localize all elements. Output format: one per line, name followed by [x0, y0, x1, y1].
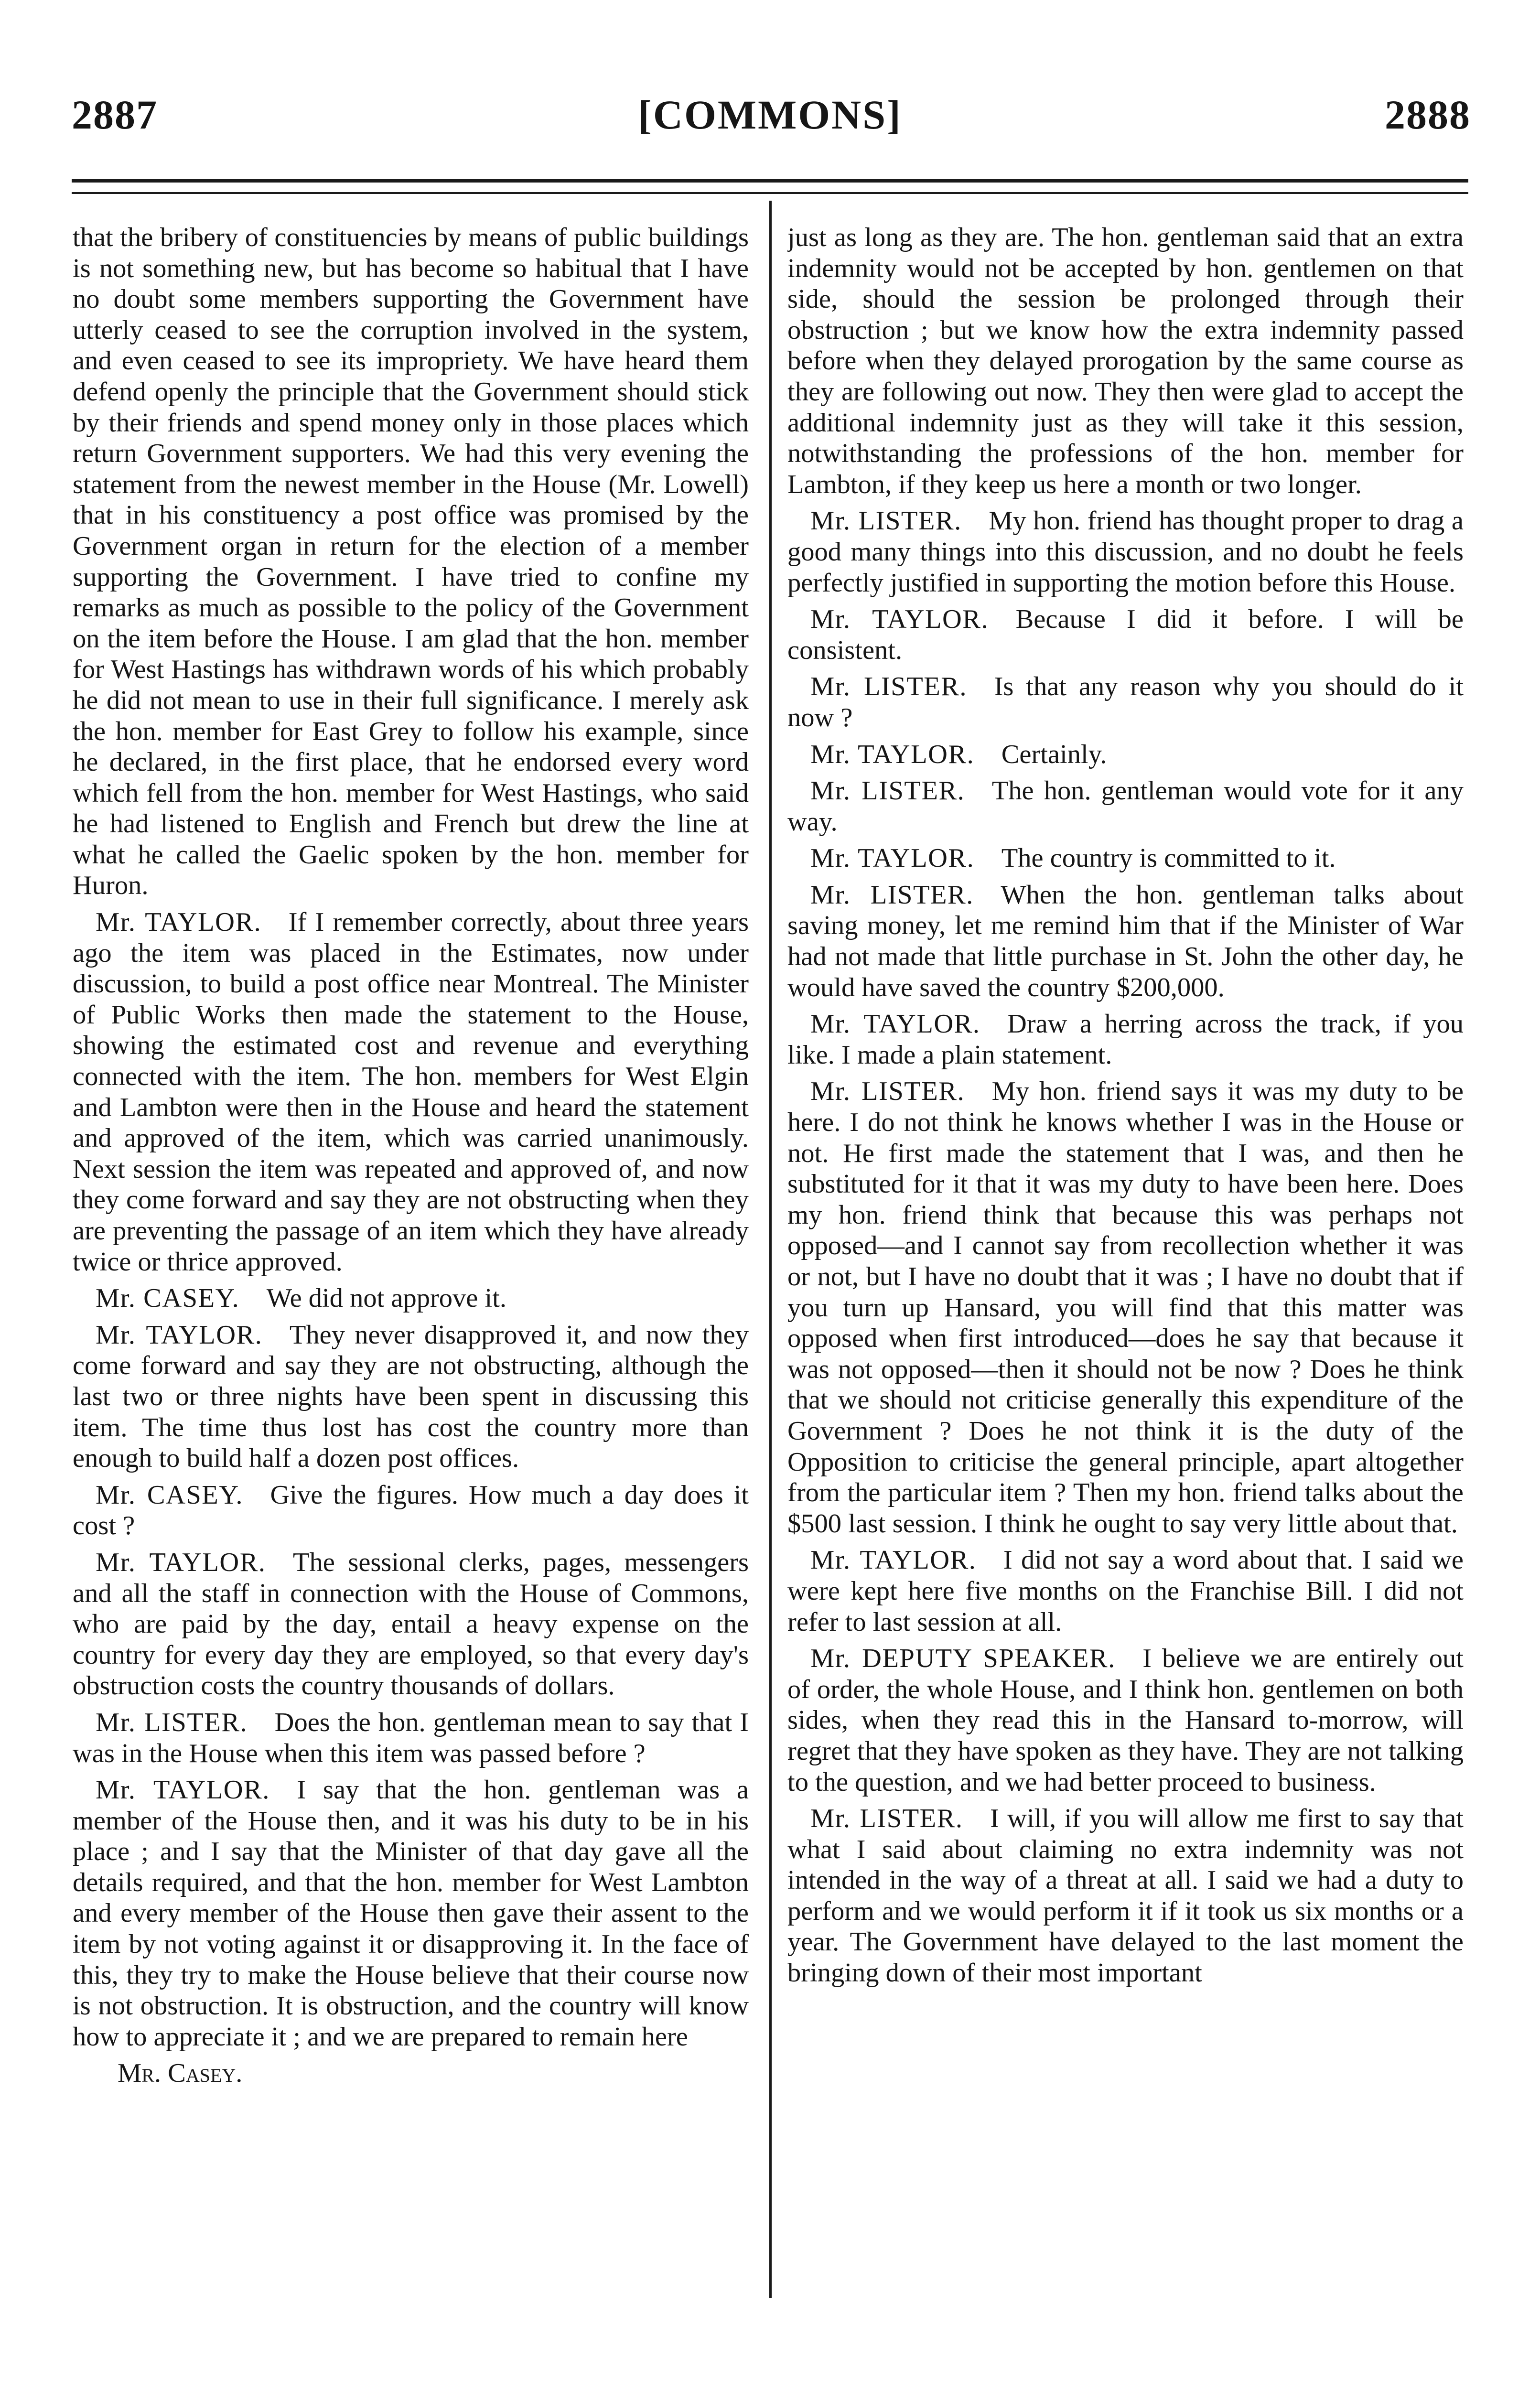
speech-text: The hon. gentleman would vote for it any way. [787, 776, 1464, 837]
page-number-left: 2887 [72, 92, 158, 138]
speech-text: If I remember correctly, about three years ago the item was placed in the Estimates, now under discussion, to build a post office near Montreal. The Minister of Public Works then made the statement to the House, showing the estimated cost and revenue and everything connected with the item. The hon. members for West Elgin and Lambton were then in the House and heard the statement and approved of the item, which was carried unanimously. Next session the item was repeated and approved of, and now they come forward and say they are not obstructing when they are preventing the passage of an item which they have already twice or thrice approved. [73, 907, 749, 1277]
speaker-name: Mr. TAYLOR. [810, 739, 975, 769]
speaker-name: Mr. LISTER. [810, 1804, 963, 1834]
paragraph [787, 222, 1464, 500]
paragraph [787, 604, 1464, 666]
speech-text: We did not approve it. [266, 1283, 507, 1313]
speech-text: that the bribery of constituencies by means of public buildings is not something new, but has become so habitual that I have no doubt some members supporting the Government have utterly ceased to see the corruption involved in the system, and even ceased to see its impropriety. We have heard them defend openly the principle that the Government should stick by their friends and spend money only in those places which return Government supporters. We had this very evening the statement from the newest member in the House (Mr. Lowell) that in his constituency a post office was promised by the Government organ in return for the election of a member supporting the Government. I have tried to confine my remarks as much as possible to the policy of the Government on the item before the House. I am glad that the hon. member for West Hastings has withdrawn words of his which probably he did not mean to use in their full significance. I merely ask the hon. member for East Grey to follow his example, since he declared, in the first place, that he endorsed every word which fell from the hon. member for West Hastings, who said he had listened to English and French but drew the line at what he called the Gaelic spoken by the hon. member for Huron. [73, 223, 749, 901]
catchword: Mr. Casey. [118, 2058, 243, 2088]
speaker-name: Mr. TAYLOR. [810, 1545, 977, 1575]
paragraph [787, 775, 1464, 837]
header-rule-thick [72, 179, 1468, 183]
column-divider [769, 201, 772, 2298]
speaker-name: Mr. TAYLOR. [810, 1009, 980, 1039]
speech-text: The sessional clerks, pages, messengers and all the staff in connection with the House of Commons, who are paid by the day, entail a heavy expense on the country for every day they are employed, so that every day's obstruction costs the country thousands of dollars. [73, 1547, 749, 1701]
paragraph [787, 506, 1464, 598]
paragraph [787, 1803, 1464, 1989]
paragraph [787, 671, 1464, 733]
speech-text: When the hon. gentleman talks about saving money, let me remind him that if the Minister of War had not made that little purchase in St. John the other day, he would have saved the country $200,000. [787, 880, 1464, 1002]
speaker-name: Mr. DEPUTY SPEAKER. [810, 1644, 1116, 1674]
speech-text: They never disapproved it, and now they come forward and say they are not obstructing, although the last two or three nights have been spent in discussing this item. The time thus lost has cost the country more than enough to build half a dozen post offices. [73, 1320, 749, 1474]
paragraph [73, 1480, 749, 1541]
paragraph [787, 880, 1464, 1003]
speaker-name: Mr. CASEY. [96, 1283, 240, 1313]
speech-text: I did not say a word about that. I said we were kept here five months on the Franchise Bill. I did not refer to last session at all. [787, 1545, 1464, 1637]
left-column [73, 222, 749, 2334]
paragraph [787, 739, 1464, 770]
speaker-name: Mr. LISTER. [810, 776, 965, 806]
speaker-name: Mr. TAYLOR. [96, 1547, 266, 1577]
speech-text: My hon. friend has thought proper to drag a good many things into this discussion, and no doubt he feels perfectly justified in supporting the motion before this House. [787, 506, 1464, 598]
paragraph [73, 1320, 749, 1474]
speech-text: My hon. friend says it was my duty to be here. I do not think he knows whether I was in the House or not. He first made the statement that I was, and then he substituted for it that it was my duty to have been here. Does my hon. friend think that because this was perhaps not opposed—and I cannot say from recollection whether it was or not, but I have no doubt that it was ; I have no doubt that if you turn up Hansard, you will find that this matter was opposed when first introduced—does he say that because it was not opposed—then it should not be now ? Does he think that we should not criticise generally this expenditure of the Government ? Does he not think it is the duty of the Opposition to criticise the general principle, apart altogether from the particular item ? Then my hon. friend talks about the $500 last session. I think he ought to say very little about that. [787, 1076, 1464, 1539]
page-header [0, 91, 1540, 162]
speaker-name: Mr. LISTER. [96, 1707, 248, 1737]
header-rule-thin [72, 192, 1468, 194]
paragraph [787, 843, 1464, 874]
paragraph [787, 1076, 1464, 1539]
paragraph [73, 1707, 749, 1769]
paragraph [73, 1775, 749, 2052]
speech-text: I say that the hon. gentleman was a member of the House then, and it was his duty to be in his place ; and I say that the Minister of that day gave all the details required, and that the hon. member for West Lambton and every member of the House then gave their assent to the item by not voting against it or disapproving it. In the face of this, they try to make the House believe that their course now is not obstruction. It is obstruction, and the country will know how to appreciate it ; and we are prepared to remain here [73, 1775, 749, 2052]
speech-text: just as long as they are. The hon. gentleman said that an extra indemnity would not be accepted by hon. gentlemen on that side, should the session be prolonged through their obstruction ; but we know how the extra indemnity passed before when they delayed prorogation by the same course as they are following out now. They then were glad to accept the additional indemnity just as they will take it this session, notwithstanding the professions of the hon. member for Lambton, if they keep us here a month or two longer. [787, 223, 1464, 499]
speaker-name: Mr. TAYLOR. [810, 604, 989, 635]
running-title: [COMMONS] [638, 92, 902, 138]
speech-text: Draw a herring across the track, if you like. I made a plain statement. [787, 1009, 1464, 1070]
speaker-name: Mr. TAYLOR. [96, 907, 262, 937]
speech-text: Is that any reason why you should do it now ? [787, 672, 1464, 732]
paragraph [73, 907, 749, 1277]
speaker-name: Mr. LISTER. [810, 506, 962, 536]
paragraph [787, 1545, 1464, 1637]
paragraph [73, 1547, 749, 1701]
paragraph [787, 1009, 1464, 1070]
paragraph [787, 1643, 1464, 1797]
speech-text: I will, if you will allow me first to say that what I said about claiming no extra indemnity was not intended in the way of a threat at all. I said we had a duty to perform and we would perform it if it took us six months or a year. The Government have delayed to the last moment the bringing down of their most important [787, 1804, 1464, 1988]
speaker-name: Mr. TAYLOR. [96, 1775, 270, 1805]
right-column [787, 222, 1464, 2334]
page-number-right: 2888 [1385, 92, 1471, 138]
speech-text: The country is committed to it. [1001, 843, 1336, 873]
speaker-name: Mr. LISTER. [810, 672, 968, 702]
paragraph [73, 1283, 749, 1314]
speaker-name: Mr. TAYLOR. [96, 1320, 263, 1350]
speech-text: Give the figures. How much a day does it cost ? [73, 1480, 749, 1541]
speaker-name: Mr. LISTER. [810, 1076, 965, 1107]
speaker-name: Mr. TAYLOR. [810, 843, 975, 873]
speech-text: Certainly. [1001, 739, 1107, 769]
speech-text: Because I did it before. I will be consistent. [787, 604, 1464, 665]
speech-text: I believe we are entirely out of order, the whole House, and I think hon. gentlemen on both sides, when they read this in the Hansard to-morrow, will regret that they have spoken as they have. They are not talking to the question, and we had better proceed to business. [787, 1644, 1464, 1797]
speaker-name: Mr. LISTER. [810, 880, 974, 910]
speaker-name: Mr. CASEY. [96, 1480, 243, 1510]
paragraph [73, 222, 749, 901]
speech-text: Does the hon. gentleman mean to say that I was in the House when this item was passed before ? [73, 1707, 749, 1768]
